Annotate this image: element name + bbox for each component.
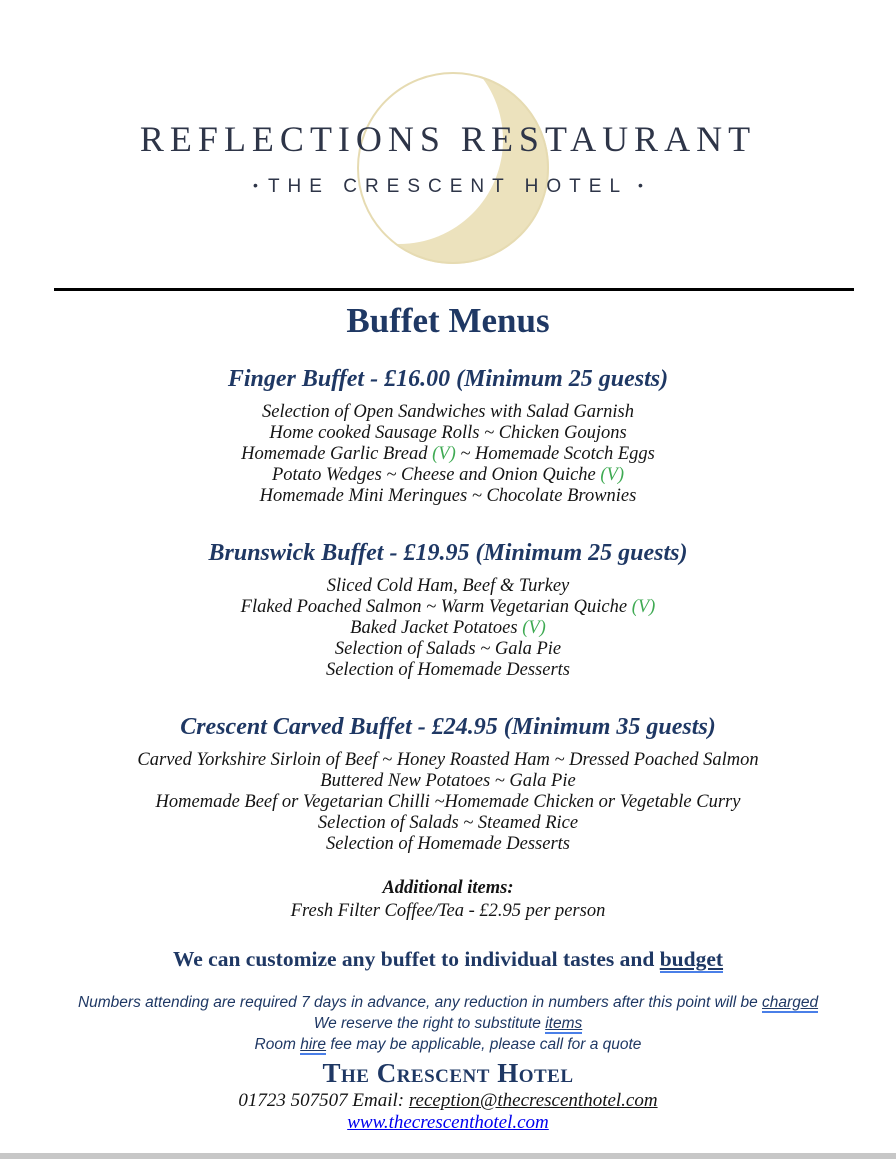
menu-item-text: Selection of Salads ~ Steamed Rice [317,813,579,833]
menu-item-line [0,792,896,813]
logo-title: REFLECTIONS RESTAURANT [139,119,757,159]
note-link: items [545,1015,583,1032]
additional-items-block [0,877,896,922]
menu-item-veg: (V) [631,597,656,617]
note-link: hire [300,1036,327,1053]
additional-items-line: Fresh Filter Coffee/Tea - £2.95 per person [290,901,606,921]
menu-item-line [0,402,896,423]
customize-link: budget [659,947,724,971]
bullet-right-icon: • [638,177,643,193]
menu-item-text: Home cooked Sausage Rolls ~ Chicken Goujons [269,423,627,443]
additional-items-heading: Additional items: [382,878,514,898]
note-link: charged [762,994,819,1011]
menu-item-line [0,486,896,507]
contact-text: 01723 507507 Email: [238,1090,409,1111]
contact-line [0,1089,896,1112]
note-text: Numbers attending are required 7 days in advance, any reduction in numbers after this point will be [77,994,763,1011]
section-heading: Brunswick Buffet - £19.95 (Minimum 25 guests) [208,540,688,566]
booking-notes [0,992,896,1055]
note-line [0,1034,896,1055]
logo-subtitle-text: THE CRESCENT HOTEL [267,176,629,197]
menu-item-line [0,813,896,834]
restaurant-logo [0,0,896,292]
menu-item-veg: (V) [432,444,456,464]
menu-sections [0,365,896,855]
menu-section [0,713,896,855]
menu-item-text: Sliced Cold Ham, Beef & Turkey [326,576,570,596]
hotel-name: The Crescent Hotel [322,1058,574,1088]
section-heading: Finger Buffet - £16.00 (Minimum 25 guests) [227,366,669,392]
menu-item-line [0,750,896,771]
menu-item-text: Potato Wedges ~ Cheese and Onion Quiche [271,465,601,485]
menu-item-text: Baked Jacket Potatoes [350,618,523,638]
menu-item-line [0,423,896,444]
menu-item-line [0,660,896,681]
window-bottom-bar [0,1153,896,1159]
website-line [0,1112,896,1134]
menu-item-line [0,576,896,597]
page-title: Buffet Menus [346,301,550,340]
menu-item-text: Flaked Poached Salmon ~ Warm Vegetarian Quiche [240,597,632,617]
menu-item-text: Buttered New Potatoes ~ Gala Pie [320,771,576,791]
note-line [0,992,896,1013]
menu-item-veg: (V) [522,618,546,638]
menu-item-line [0,597,896,618]
website-link[interactable]: www.thecrescenthotel.com [347,1112,549,1133]
note-text: fee may be applicable, please call for a quote [326,1036,642,1053]
note-text: We reserve the right to substitute [313,1015,546,1032]
menu-section [0,365,896,507]
menu-item-text: Selection of Salads ~ Gala Pie [334,639,562,659]
menu-item-text: Selection of Homemade Desserts [325,834,571,854]
bullet-left-icon: • [253,177,258,193]
note-line [0,1013,896,1034]
menu-item-line [0,834,896,855]
menu-item-text: Selection of Homemade Desserts [325,660,571,680]
menu-item-text: Carved Yorkshire Sirloin of Beef ~ Honey Roasted Ham ~ Dressed Poached Salmon [137,750,759,770]
crescent-moon-icon [357,72,549,264]
menu-item-text: Homemade Mini Meringues ~ Chocolate Brownies [259,486,637,506]
menu-item-line [0,465,896,486]
logo-subtitle [0,176,896,198]
section-heading: Crescent Carved Buffet - £24.95 (Minimum 35 guests) [180,714,716,740]
menu-item-text: Homemade Beef or Vegetarian Chilli ~Homemade Chicken or Vegetable Curry [155,792,741,812]
menu-item-line [0,618,896,639]
menu-item-line [0,639,896,660]
crescent-moon-ring [357,72,549,264]
menu-content [0,300,896,1134]
menu-item-line [0,444,896,465]
note-text: Room [254,1036,301,1053]
menu-item-text: ~ Homemade Scotch Eggs [455,444,655,464]
menu-item-text: Homemade Garlic Bread [241,444,433,464]
menu-section [0,539,896,681]
customize-statement [0,946,896,972]
customize-text: We can customize any buffet to individual tastes and [172,947,660,971]
menu-item-text: Selection of Open Sandwiches with Salad Garnish [261,402,635,422]
contact-email[interactable]: reception@thecrescenthotel.com [408,1090,658,1111]
divider-rule [54,288,854,291]
menu-item-veg: (V) [600,465,625,485]
menu-item-line [0,771,896,792]
